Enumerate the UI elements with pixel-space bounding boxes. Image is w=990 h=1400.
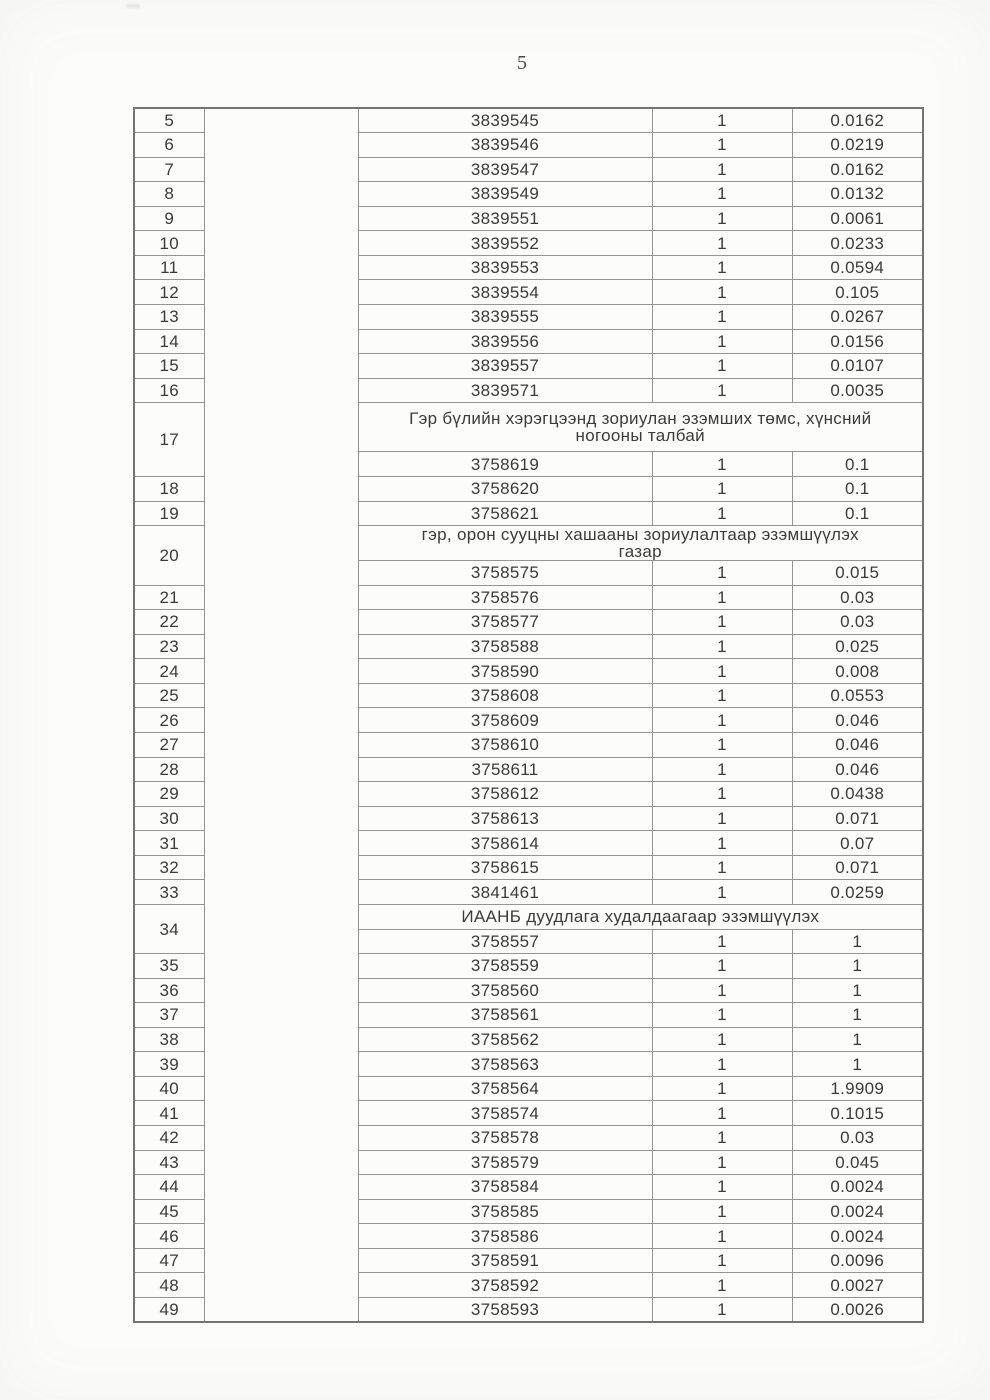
area-cell: 1.9909 — [792, 1076, 923, 1101]
parcel-id-cell: 3758591 — [358, 1248, 652, 1273]
parcel-id-cell: 3758561 — [358, 1003, 652, 1028]
area-cell: 0.025 — [792, 634, 923, 659]
parcel-id-cell: 3758560 — [358, 978, 652, 1003]
parcel-id-cell: 3758592 — [358, 1273, 652, 1298]
count-cell: 1 — [652, 1199, 792, 1224]
area-cell: 0.0107 — [792, 354, 923, 379]
row-number-cell: 27 — [134, 733, 204, 758]
section-header-label: ИААНБ дуудлага худалдаагаар эзэмшүүлэх — [461, 907, 820, 927]
count-cell: 1 — [652, 329, 792, 354]
count-cell: 1 — [652, 1273, 792, 1298]
count-cell: 1 — [652, 733, 792, 758]
row-number-cell: 7 — [134, 157, 204, 182]
area-cell: 0.0267 — [792, 305, 923, 330]
area-cell: 0.0027 — [792, 1273, 923, 1298]
count-cell: 1 — [652, 280, 792, 305]
area-cell: 0.1 — [792, 476, 923, 501]
section-header-label: гэр, орон сууцны хашааны зориулалтаар эзэмшүүлэх газар — [421, 525, 859, 561]
row-number-cell: 33 — [134, 880, 204, 905]
area-cell: 0.0162 — [792, 108, 923, 133]
row-number-cell: 45 — [134, 1199, 204, 1224]
parcel-id-cell: 3758574 — [358, 1101, 652, 1126]
section-header-cell — [358, 403, 923, 452]
section-header-label: Гэр бүлийн хэрэгцээнд зориулан эзэмших төмс, хүнсний ногооны талбай — [409, 409, 872, 446]
count-cell: 1 — [652, 354, 792, 379]
row-number-cell: 43 — [134, 1150, 204, 1175]
area-cell: 0.0024 — [792, 1224, 923, 1249]
row-number-cell: 12 — [134, 280, 204, 305]
parcel-id-cell: 3758590 — [358, 659, 652, 684]
area-cell: 0.0553 — [792, 683, 923, 708]
parcel-id-cell: 3839549 — [358, 182, 652, 207]
count-cell: 1 — [652, 452, 792, 477]
count-cell: 1 — [652, 1003, 792, 1028]
count-cell: 1 — [652, 1297, 792, 1322]
row-number-cell: 38 — [134, 1027, 204, 1052]
count-cell: 1 — [652, 378, 792, 403]
area-cell: 0.105 — [792, 280, 923, 305]
row-number-cell: 6 — [134, 133, 204, 158]
description-column-cell — [204, 108, 358, 1322]
area-cell: 0.0259 — [792, 880, 923, 905]
parcel-id-cell: 3839553 — [358, 255, 652, 280]
row-number-cell: 30 — [134, 806, 204, 831]
parcel-id-cell: 3758585 — [358, 1199, 652, 1224]
parcel-id-cell: 3758620 — [358, 476, 652, 501]
count-cell: 1 — [652, 831, 792, 856]
area-cell: 0.0024 — [792, 1199, 923, 1224]
scan-smudge-artifact — [126, 4, 140, 8]
area-cell: 0.0219 — [792, 133, 923, 158]
area-cell: 0.046 — [792, 757, 923, 782]
count-cell: 1 — [652, 108, 792, 133]
row-number-cell: 18 — [134, 476, 204, 501]
row-number-cell: 44 — [134, 1175, 204, 1200]
parcel-id-cell: 3758619 — [358, 452, 652, 477]
count-cell: 1 — [652, 133, 792, 158]
row-number-cell: 47 — [134, 1248, 204, 1273]
section-header-cell — [358, 526, 923, 561]
count-cell: 1 — [652, 855, 792, 880]
area-cell: 0.0162 — [792, 157, 923, 182]
count-cell: 1 — [652, 978, 792, 1003]
count-cell: 1 — [652, 1076, 792, 1101]
parcel-id-cell: 3758613 — [358, 806, 652, 831]
row-number-cell: 32 — [134, 855, 204, 880]
parcel-id-cell: 3839554 — [358, 280, 652, 305]
parcel-id-cell: 3839557 — [358, 354, 652, 379]
row-number-cell: 24 — [134, 659, 204, 684]
count-cell: 1 — [652, 561, 792, 586]
parcel-id-cell: 3839545 — [358, 108, 652, 133]
parcel-id-cell: 3839552 — [358, 231, 652, 256]
area-cell: 0.0156 — [792, 329, 923, 354]
count-cell: 1 — [652, 757, 792, 782]
parcel-id-cell: 3758609 — [358, 708, 652, 733]
land-parcel-table — [133, 107, 924, 1323]
parcel-id-cell: 3758578 — [358, 1126, 652, 1151]
parcel-id-cell: 3839551 — [358, 206, 652, 231]
parcel-id-cell: 3758564 — [358, 1076, 652, 1101]
count-cell: 1 — [652, 1175, 792, 1200]
row-number-cell: 37 — [134, 1003, 204, 1028]
row-number-cell: 49 — [134, 1297, 204, 1322]
area-cell: 0.071 — [792, 806, 923, 831]
count-cell: 1 — [652, 1224, 792, 1249]
count-cell: 1 — [652, 954, 792, 979]
parcel-id-cell: 3839555 — [358, 305, 652, 330]
count-cell: 1 — [652, 683, 792, 708]
area-cell: 0.0061 — [792, 206, 923, 231]
section-header-cell — [358, 904, 923, 929]
parcel-id-cell: 3758577 — [358, 610, 652, 635]
parcel-id-cell: 3758563 — [358, 1052, 652, 1077]
row-number-cell: 21 — [134, 585, 204, 610]
count-cell: 1 — [652, 782, 792, 807]
area-cell: 0.1015 — [792, 1101, 923, 1126]
row-number-cell: 22 — [134, 610, 204, 635]
area-cell: 0.0438 — [792, 782, 923, 807]
area-cell: 0.0035 — [792, 378, 923, 403]
area-cell: 1 — [792, 1027, 923, 1052]
row-number-cell: 9 — [134, 206, 204, 231]
count-cell: 1 — [652, 1126, 792, 1151]
count-cell: 1 — [652, 1052, 792, 1077]
area-cell: 0.0026 — [792, 1297, 923, 1322]
row-number-cell: 42 — [134, 1126, 204, 1151]
row-number-cell: 14 — [134, 329, 204, 354]
area-cell: 0.0096 — [792, 1248, 923, 1273]
count-cell: 1 — [652, 1101, 792, 1126]
parcel-id-cell: 3758621 — [358, 501, 652, 526]
parcel-id-cell: 3758588 — [358, 634, 652, 659]
page-number: 5 — [517, 52, 527, 74]
row-number-cell: 48 — [134, 1273, 204, 1298]
parcel-id-cell: 3758614 — [358, 831, 652, 856]
count-cell: 1 — [652, 610, 792, 635]
row-number-cell: 15 — [134, 354, 204, 379]
row-number-cell: 26 — [134, 708, 204, 733]
parcel-id-cell: 3758559 — [358, 954, 652, 979]
count-cell: 1 — [652, 182, 792, 207]
parcel-id-cell: 3758579 — [358, 1150, 652, 1175]
row-number-cell: 13 — [134, 305, 204, 330]
parcel-id-cell: 3758575 — [358, 561, 652, 586]
row-number-cell: 36 — [134, 978, 204, 1003]
parcel-id-cell: 3758612 — [358, 782, 652, 807]
parcel-id-cell: 3839556 — [358, 329, 652, 354]
parcel-id-cell: 3839546 — [358, 133, 652, 158]
row-number-cell: 20 — [134, 526, 204, 586]
row-number-cell: 16 — [134, 378, 204, 403]
parcel-id-cell: 3758610 — [358, 733, 652, 758]
area-cell: 0.045 — [792, 1150, 923, 1175]
area-cell: 0.1 — [792, 501, 923, 526]
count-cell: 1 — [652, 157, 792, 182]
area-cell: 1 — [792, 1052, 923, 1077]
row-number-cell: 25 — [134, 683, 204, 708]
area-cell: 0.046 — [792, 733, 923, 758]
count-cell: 1 — [652, 659, 792, 684]
count-cell: 1 — [652, 1150, 792, 1175]
area-cell: 0.008 — [792, 659, 923, 684]
area-cell: 0.0132 — [792, 182, 923, 207]
parcel-id-cell: 3758608 — [358, 683, 652, 708]
area-cell: 0.071 — [792, 855, 923, 880]
area-cell: 1 — [792, 1003, 923, 1028]
parcel-id-cell: 3841461 — [358, 880, 652, 905]
row-number-cell: 23 — [134, 634, 204, 659]
area-cell: 0.015 — [792, 561, 923, 586]
count-cell: 1 — [652, 476, 792, 501]
row-number-cell: 5 — [134, 108, 204, 133]
count-cell: 1 — [652, 231, 792, 256]
parcel-id-cell: 3758576 — [358, 585, 652, 610]
area-cell: 0.1 — [792, 452, 923, 477]
area-cell: 0.03 — [792, 1126, 923, 1151]
row-number-cell: 29 — [134, 782, 204, 807]
count-cell: 1 — [652, 1027, 792, 1052]
parcel-id-cell: 3758557 — [358, 929, 652, 954]
area-cell: 1 — [792, 978, 923, 1003]
parcel-id-cell: 3839571 — [358, 378, 652, 403]
area-cell: 1 — [792, 954, 923, 979]
land-parcel-table-body — [134, 108, 923, 1322]
count-cell: 1 — [652, 305, 792, 330]
row-number-cell: 17 — [134, 403, 204, 477]
row-number-cell: 41 — [134, 1101, 204, 1126]
area-cell: 0.0024 — [792, 1175, 923, 1200]
parcel-id-cell: 3758584 — [358, 1175, 652, 1200]
row-number-cell: 39 — [134, 1052, 204, 1077]
area-cell: 0.046 — [792, 708, 923, 733]
row-number-cell: 28 — [134, 757, 204, 782]
row-number-cell: 10 — [134, 231, 204, 256]
area-cell: 0.0594 — [792, 255, 923, 280]
row-number-cell: 31 — [134, 831, 204, 856]
parcel-id-cell: 3839547 — [358, 157, 652, 182]
row-number-cell: 35 — [134, 954, 204, 979]
count-cell: 1 — [652, 585, 792, 610]
count-cell: 1 — [652, 1248, 792, 1273]
row-number-cell: 40 — [134, 1076, 204, 1101]
count-cell: 1 — [652, 206, 792, 231]
parcel-id-cell: 3758611 — [358, 757, 652, 782]
parcel-id-cell: 3758562 — [358, 1027, 652, 1052]
row-number-cell: 11 — [134, 255, 204, 280]
area-cell: 0.03 — [792, 585, 923, 610]
count-cell: 1 — [652, 255, 792, 280]
count-cell: 1 — [652, 880, 792, 905]
row-number-cell: 34 — [134, 904, 204, 953]
parcel-id-cell: 3758593 — [358, 1297, 652, 1322]
count-cell: 1 — [652, 634, 792, 659]
area-cell: 0.03 — [792, 610, 923, 635]
count-cell: 1 — [652, 708, 792, 733]
parcel-id-cell: 3758586 — [358, 1224, 652, 1249]
row-number-cell: 46 — [134, 1224, 204, 1249]
area-cell: 1 — [792, 929, 923, 954]
row-number-cell: 8 — [134, 182, 204, 207]
parcel-id-cell: 3758615 — [358, 855, 652, 880]
row-number-cell: 19 — [134, 501, 204, 526]
table-row — [134, 108, 923, 133]
count-cell: 1 — [652, 929, 792, 954]
count-cell: 1 — [652, 806, 792, 831]
count-cell: 1 — [652, 501, 792, 526]
area-cell: 0.07 — [792, 831, 923, 856]
area-cell: 0.0233 — [792, 231, 923, 256]
